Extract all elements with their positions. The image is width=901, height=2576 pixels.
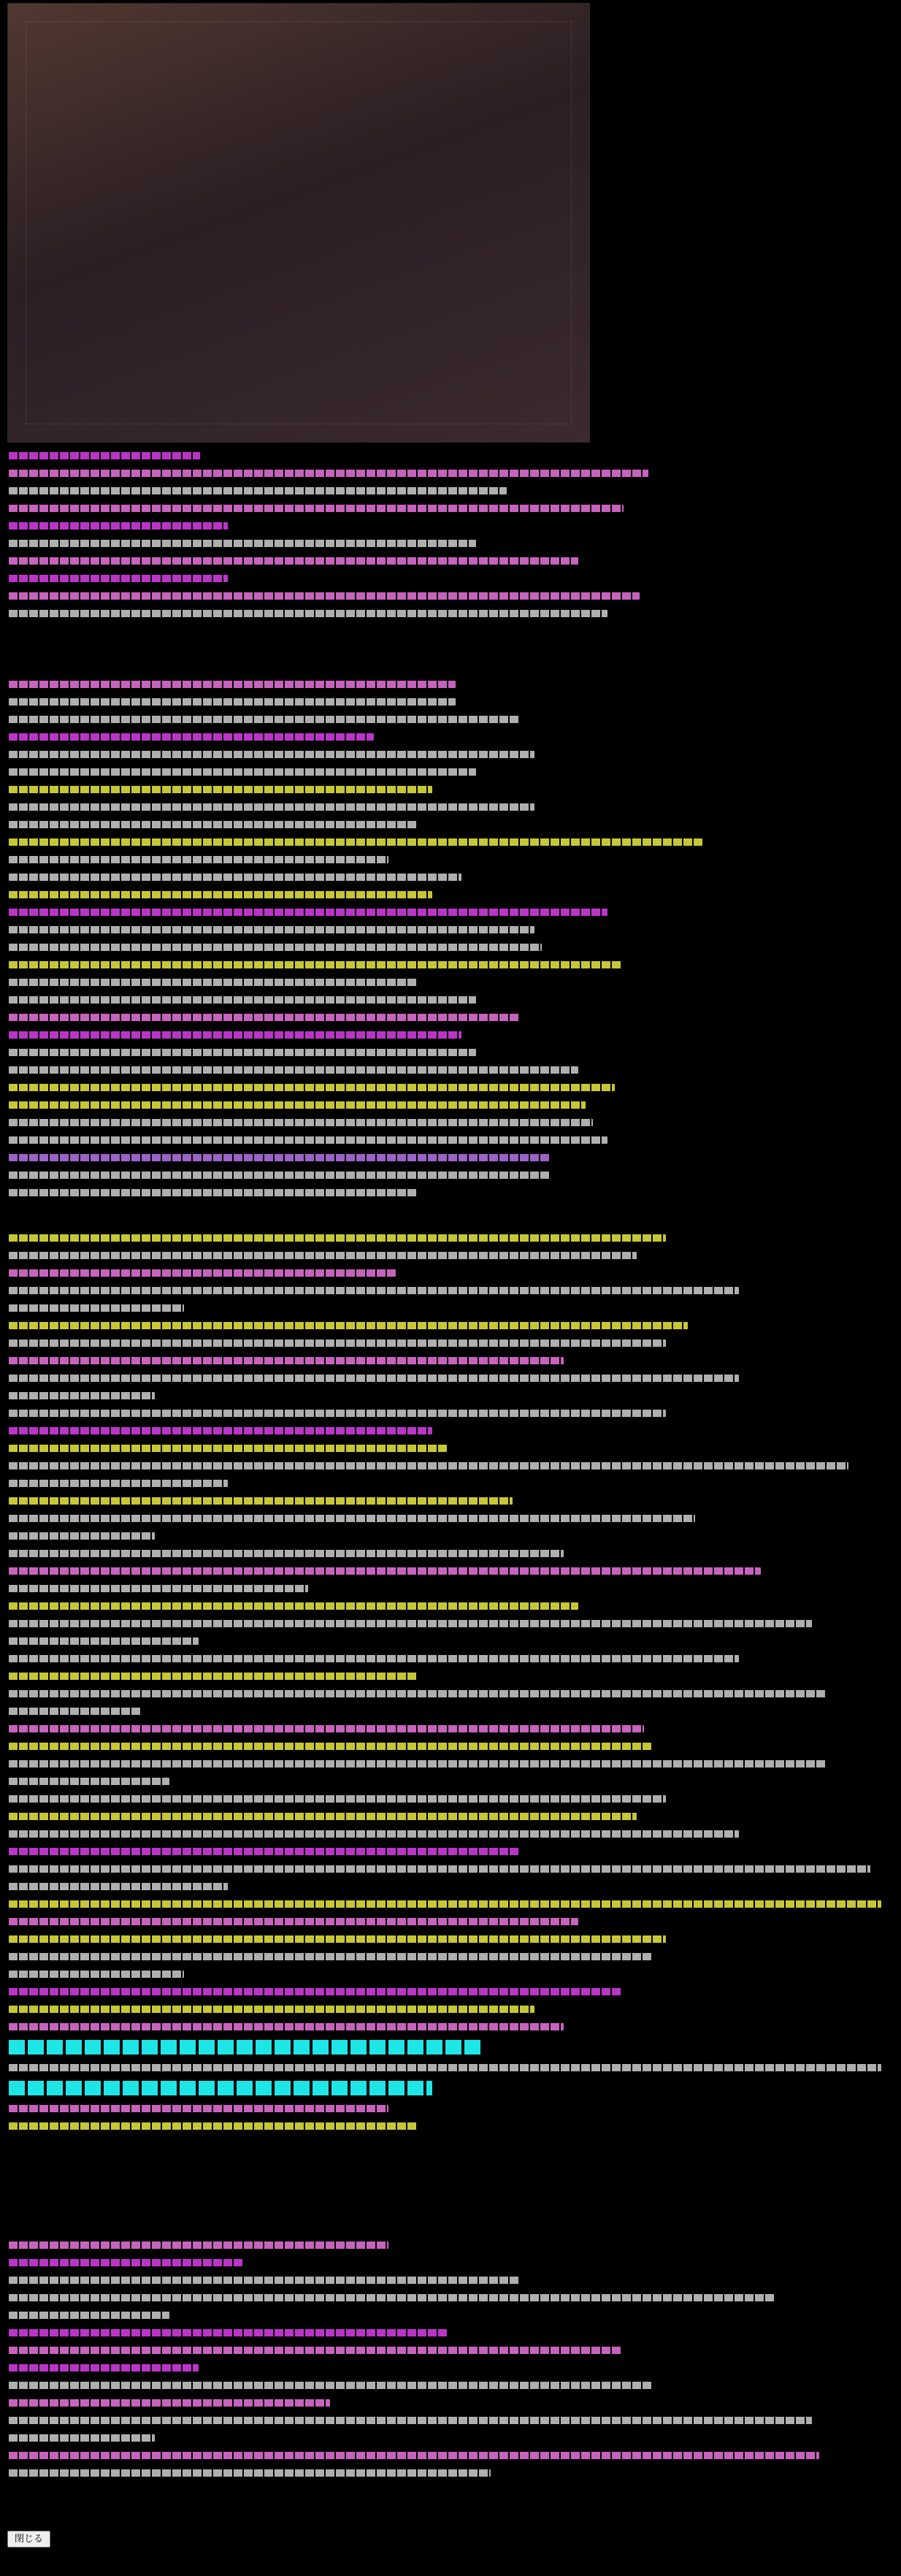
redacted-text-bar [9, 2064, 881, 2071]
redacted-text-bar [9, 540, 476, 547]
redacted-text-line [9, 1334, 892, 1352]
redacted-text-bar [9, 1014, 520, 1021]
redacted-text-bar [9, 874, 461, 881]
redacted-text-bar [9, 452, 200, 459]
redacted-text-line [9, 1422, 892, 1440]
redacted-text-bar [9, 1392, 155, 1399]
redacted-text-bar [9, 1049, 476, 1056]
redacted-text-line [9, 1166, 892, 1184]
redacted-text-line [9, 1860, 892, 1878]
redacted-text-bar [9, 1550, 564, 1557]
redacted-text-bar [9, 522, 228, 530]
redacted-text-bar [9, 2006, 534, 2013]
redacted-text-line [9, 1079, 892, 1096]
story-block-2 [9, 676, 892, 1201]
redacted-text-line [9, 1878, 892, 1895]
redacted-text-bar [9, 2023, 564, 2030]
redacted-text-line [9, 781, 892, 798]
redacted-text-bar [9, 1690, 827, 1697]
redacted-text-line [9, 833, 892, 851]
redacted-text-bar [9, 1637, 199, 1645]
redacted-text-bar [9, 1304, 184, 1312]
redacted-text-line [9, 1632, 892, 1650]
redacted-text-line [9, 921, 892, 939]
redacted-text-line [9, 903, 892, 921]
redacted-text-bar [9, 1322, 688, 1329]
redacted-text-bar [9, 2105, 388, 2112]
redacted-text-bar [9, 610, 607, 617]
redacted-text-bar [9, 2294, 775, 2301]
redacted-text-line [9, 465, 892, 482]
redacted-text-line [9, 1317, 892, 1334]
redacted-text-line [9, 500, 892, 517]
redacted-text-bar [9, 1778, 169, 1785]
redacted-text-bar [9, 996, 476, 1004]
redacted-text-bar [9, 1725, 644, 1732]
redacted-text-bar [9, 505, 624, 512]
redacted-text-line [9, 2412, 892, 2429]
redacted-text-bar [9, 1935, 666, 1943]
redacted-text-line [9, 2018, 892, 2036]
redacted-text-bar [9, 1795, 666, 1803]
redacted-text-bar [9, 1830, 739, 1838]
redacted-text-line [9, 851, 892, 868]
redacted-text-bar [9, 2364, 199, 2371]
redacted-text-line [9, 1755, 892, 1773]
redacted-text-bar [9, 1234, 666, 1242]
redacted-text-line [9, 1149, 892, 1166]
redacted-text-bar [9, 786, 432, 793]
redacted-text-bar [9, 961, 622, 968]
redacted-text-line [9, 1264, 892, 1282]
redacted-text-bar [9, 891, 432, 898]
redacted-text-bar [9, 1031, 461, 1039]
redacted-text-bar [9, 944, 542, 951]
redacted-text-line [9, 447, 892, 465]
redacted-text-line [9, 676, 892, 693]
redacted-text-bar [9, 1988, 622, 1995]
redacted-text-line [9, 1352, 892, 1369]
redacted-text-line [9, 1667, 892, 1685]
redacted-text-line [9, 1965, 892, 1983]
redacted-text-line [9, 2254, 892, 2271]
redacted-text-bar [9, 1760, 827, 1767]
redacted-text-line [9, 746, 892, 763]
redacted-text-line [9, 1229, 892, 1247]
redacted-text-line [9, 1580, 892, 1597]
redacted-text-line [9, 2271, 892, 2289]
redacted-text-line [9, 2464, 892, 2482]
redacted-text-bar [9, 838, 702, 846]
redacted-text-line [9, 1044, 892, 1061]
redacted-text-line [9, 1457, 892, 1475]
redacted-text-bar [9, 1462, 848, 1469]
redacted-text-bar [9, 1953, 651, 1960]
redacted-text-line [9, 1702, 892, 1720]
scene-illustration [7, 3, 590, 443]
redacted-text-bar [9, 2312, 169, 2319]
redacted-text-bar [9, 2347, 622, 2354]
redacted-text-line [9, 1299, 892, 1317]
redacted-text-line [9, 2429, 892, 2447]
story-block-3 [9, 1229, 892, 2135]
redacted-text-line [9, 1184, 892, 1201]
story-block-1 [9, 447, 892, 622]
redacted-text-line [9, 2447, 892, 2464]
redacted-text-bar [9, 1620, 812, 1627]
redacted-sound-effect-line [9, 2036, 892, 2059]
redacted-text-bar [9, 803, 534, 811]
redacted-text-bar [9, 487, 507, 494]
redacted-text-bar [9, 1883, 228, 1890]
redacted-text-bar [9, 2259, 242, 2266]
redacted-text-bar [9, 1269, 396, 1277]
redacted-text-line [9, 991, 892, 1009]
redacted-text-bar [9, 716, 520, 723]
redacted-text-line [9, 1913, 892, 1930]
redacted-text-bar [9, 1172, 549, 1179]
redacted-text-bar [9, 1848, 520, 1855]
redacted-text-line [9, 1527, 892, 1545]
redacted-text-line [9, 587, 892, 605]
redacted-text-bar [9, 1532, 155, 1540]
redacted-text-line [9, 1615, 892, 1632]
redacted-text-line [9, 1597, 892, 1615]
redacted-text-bar [9, 2417, 812, 2424]
illustration-frame [26, 21, 572, 424]
redacted-text-bar [9, 1119, 593, 1126]
redacted-text-bar [9, 1567, 761, 1575]
redacted-text-bar [9, 2469, 491, 2477]
redacted-text-line [9, 535, 892, 552]
redacted-text-line [9, 2236, 892, 2254]
redacted-text-line [9, 1930, 892, 1948]
redacted-text-bar [9, 1375, 739, 1382]
redacted-text-line [9, 974, 892, 991]
redacted-text-bar [9, 856, 388, 863]
redacted-text-bar [9, 2399, 330, 2407]
redacted-text-bar [9, 698, 456, 706]
redacted-text-line [9, 1096, 892, 1114]
redacted-text-bar [9, 1339, 666, 1347]
redacted-text-bar [9, 1497, 513, 1505]
redacted-text-bar [9, 681, 456, 688]
redacted-text-bar [9, 1084, 615, 1091]
redacted-text-bar [9, 1673, 418, 1680]
redacted-text-line [9, 1369, 892, 1387]
redacted-text-line [9, 728, 892, 746]
redacted-sound-effect-line [9, 2076, 892, 2100]
redacted-text-bar [9, 1813, 637, 1820]
redacted-text-line [9, 763, 892, 781]
redacted-text-bar [9, 1585, 308, 1592]
redacted-text-line [9, 1545, 892, 1562]
redacted-text-line [9, 2394, 892, 2412]
redacted-text-line [9, 1790, 892, 1808]
redacted-text-line [9, 2100, 892, 2117]
redacted-text-line [9, 570, 892, 587]
redacted-text-line [9, 517, 892, 535]
redacted-text-bar [9, 2452, 819, 2459]
redacted-text-line [9, 1948, 892, 1965]
redacted-text-line [9, 2306, 892, 2324]
redacted-text-bar [9, 1357, 564, 1364]
redacted-text-line [9, 2342, 892, 2359]
redacted-text-line [9, 1026, 892, 1044]
redacted-text-line [9, 1685, 892, 1702]
redacted-text-line [9, 693, 892, 711]
redacted-text-bar [9, 821, 418, 828]
redacted-text-bar [9, 2122, 418, 2130]
redacted-text-bar [9, 1066, 578, 1074]
redacted-text-line [9, 2059, 892, 2076]
redacted-text-bar [9, 1427, 432, 1434]
redacted-text-line [9, 1808, 892, 1825]
redacted-text-line [9, 1650, 892, 1667]
redacted-text-line [9, 1282, 892, 1299]
redacted-text-line [9, 1492, 892, 1510]
redacted-text-line [9, 2117, 892, 2135]
redacted-text-line [9, 798, 892, 816]
redacted-text-line [9, 2359, 892, 2377]
redacted-text-bar [9, 2277, 520, 2284]
redacted-text-bar [9, 1252, 637, 1259]
redacted-text-line [9, 886, 892, 903]
redacted-text-line [9, 816, 892, 833]
redacted-text-bar [9, 2081, 432, 2095]
redacted-text-bar [9, 1480, 228, 1487]
redacted-text-bar [9, 1865, 870, 1873]
redacted-text-line [9, 1131, 892, 1149]
redacted-text-line [9, 1387, 892, 1404]
redacted-text-line [9, 1983, 892, 2000]
redacted-text-bar [9, 1602, 578, 1610]
redacted-text-line [9, 2000, 892, 2018]
redacted-text-bar [9, 1154, 549, 1161]
redacted-text-bar [9, 2434, 155, 2442]
redacted-text-bar [9, 909, 607, 916]
redacted-text-bar [9, 1515, 695, 1522]
redacted-text-line [9, 1009, 892, 1026]
redacted-text-bar [9, 1136, 607, 1144]
redacted-text-line [9, 1475, 892, 1492]
redacted-text-bar [9, 1918, 578, 1925]
redacted-text-line [9, 1720, 892, 1738]
redacted-text-line [9, 1895, 892, 1913]
redacted-text-line [9, 939, 892, 956]
redacted-text-line [9, 482, 892, 500]
redacted-text-line [9, 1843, 892, 1860]
redacted-text-line [9, 1114, 892, 1131]
redacted-text-bar [9, 1655, 739, 1662]
redacted-text-bar [9, 1189, 418, 1196]
redacted-text-bar [9, 1445, 447, 1452]
redacted-text-line [9, 1562, 892, 1580]
redacted-text-bar [9, 1101, 586, 1109]
redacted-text-line [9, 1773, 892, 1790]
redacted-text-bar [9, 2040, 483, 2055]
redacted-text-line [9, 1738, 892, 1755]
redacted-text-line [9, 605, 892, 622]
redacted-text-bar [9, 557, 578, 565]
close-button[interactable]: 閉じる [7, 2531, 50, 2548]
redacted-text-line [9, 868, 892, 886]
redacted-text-line [9, 1061, 892, 1079]
redacted-text-bar [9, 1971, 184, 1978]
redacted-text-line [9, 956, 892, 974]
redacted-text-bar [9, 768, 476, 776]
redacted-text-bar [9, 2382, 651, 2389]
redacted-text-bar [9, 1743, 651, 1750]
redacted-text-bar [9, 1708, 140, 1715]
redacted-text-bar [9, 2241, 388, 2249]
redacted-text-bar [9, 733, 374, 741]
redacted-text-bar [9, 592, 640, 600]
redacted-text-bar [9, 1900, 881, 1908]
redacted-text-line [9, 1825, 892, 1843]
redacted-text-line [9, 1247, 892, 1264]
redacted-text-line [9, 2324, 892, 2342]
redacted-text-line [9, 1440, 892, 1457]
redacted-text-bar [9, 979, 418, 986]
redacted-text-line [9, 1404, 892, 1422]
redacted-text-bar [9, 751, 534, 758]
redacted-text-bar [9, 2329, 447, 2336]
redacted-text-bar [9, 1410, 666, 1417]
redacted-text-line [9, 2377, 892, 2394]
redacted-text-bar [9, 575, 228, 582]
redacted-text-line [9, 711, 892, 728]
redacted-text-bar [9, 926, 534, 933]
redacted-text-bar [9, 1287, 739, 1294]
story-block-4 [9, 2236, 892, 2482]
redacted-text-line [9, 1510, 892, 1527]
redacted-text-bar [9, 470, 648, 477]
redacted-text-line [9, 552, 892, 570]
redacted-text-line [9, 2289, 892, 2306]
